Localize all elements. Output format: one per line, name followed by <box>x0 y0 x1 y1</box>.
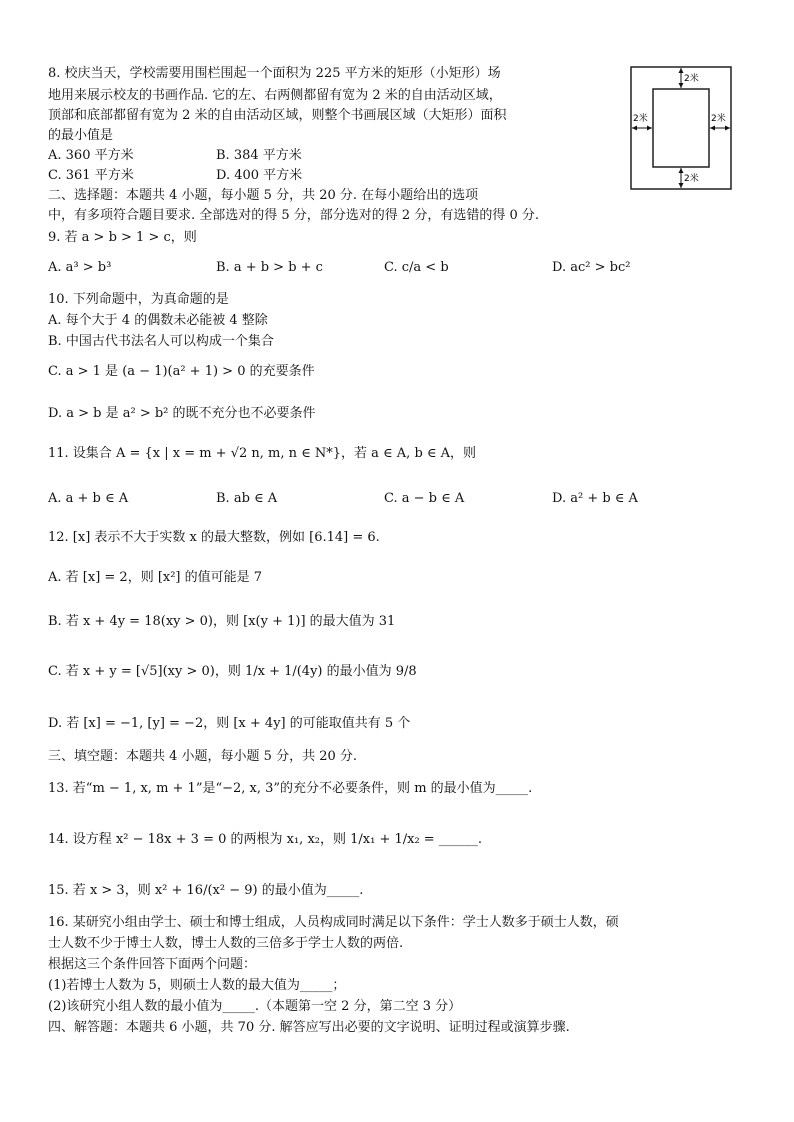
q11-option-b: B. ab ∈ A <box>216 491 278 506</box>
q8-stem-line-3: 顶部和底部都留有宽为 2 米的自由活动区域，则整个书画展区域（大矩形）面积 <box>48 108 507 123</box>
q13-text: 13. 若“m − 1, x, m + 1”是“−2, x, 3”的充分不必要条件，则 m 的最小值为_____. <box>48 781 533 796</box>
section4-heading: 四、解答题：本题共 6 小题，共 70 分. 解答应写出必要的文字说明、证明过程或演算步骤. <box>48 1020 570 1035</box>
q11-option-a: A. a + b ∈ A <box>48 491 129 506</box>
q14-text: 14. 设方程 x² − 18x + 3 = 0 的两根为 x₁, x₂，则 1/x₁ + 1/x₂ = ______. <box>48 832 482 847</box>
q16-line-2: 士人数不少于博士人数，博士人数的三倍多于学士人数的两倍. <box>48 936 404 951</box>
q11-option-d: D. a² + b ∈ A <box>552 491 638 506</box>
q15-text: 15. 若 x > 3，则 x² + 16/(x² − 9) 的最小值为_____. <box>48 883 364 898</box>
q11-stem: 11. 设集合 A = {x | x = m + √2 n, m, n ∈ N*}，若 a ∈ A, b ∈ A，则 <box>48 446 477 461</box>
section3-heading: 三、填空题：本题共 4 小题，每小题 5 分，共 20 分. <box>48 749 358 764</box>
q12-option-a: A. 若 [x] = 2，则 [x²] 的值可能是 7 <box>48 570 263 585</box>
q9-option-c: C. c/a < b <box>384 260 449 275</box>
section2-heading-line-1: 二、选择题：本题共 4 小题，每小题 5 分，共 20 分. 在每小题给出的选项 <box>48 188 479 203</box>
q9-option-b: B. a + b > b + c <box>216 260 323 275</box>
q8-option-c: C. 361 平方米 <box>48 168 134 183</box>
q8-rectangle-figure <box>630 66 732 190</box>
q8-option-b: B. 384 平方米 <box>216 148 302 163</box>
top-width-label: 2米 <box>684 74 699 84</box>
q10-option-d: D. a > b 是 a² > b² 的既不充分也不必要条件 <box>48 406 316 421</box>
q9-option-d: D. ac² > bc² <box>552 260 631 275</box>
q8-stem-line-4: 的最小值是 <box>48 128 114 143</box>
q9-option-a: A. a³ > b³ <box>48 260 112 275</box>
q16-line-5: (2)该研究小组人数的最小值为_____.（本题第一空 2 分，第二空 3 分） <box>48 999 462 1014</box>
q16-line-1: 16. 某研究小组由学士、硕士和博士组成，人员构成同时满足以下条件：学士人数多于硕士人数，硕 <box>48 915 619 930</box>
q8-option-a: A. 360 平方米 <box>48 148 134 163</box>
q8-stem-line-2: 地用来展示校友的书画作品. 它的左、右两侧都留有宽为 2 米的自由活动区域， <box>48 88 502 103</box>
q12-option-d: D. 若 [x] = −1, [y] = −2，则 [x + 4y] 的可能取值共有 5 个 <box>48 716 411 731</box>
right-width-label: 2米 <box>711 114 726 124</box>
q8-stem-line-1: 8. 校庆当天，学校需要用围栏围起一个面积为 225 平方米的矩形（小矩形）场 <box>48 66 501 81</box>
q16-line-4: (1)若博士人数为 5，则硕士人数的最大值为_____； <box>48 978 346 993</box>
q9-stem: 9. 若 a > b > 1 > c，则 <box>48 230 197 245</box>
q10-stem: 10. 下列命题中，为真命题的是 <box>48 292 229 307</box>
q11-option-c: C. a − b ∈ A <box>384 491 465 506</box>
q10-option-c: C. a > 1 是 (a − 1)(a² + 1) > 0 的充要条件 <box>48 364 315 379</box>
bottom-width-label: 2米 <box>684 174 699 184</box>
section2-heading-line-2: 中，有多项符合题目要求. 全部选对的得 5 分，部分选对的得 2 分，有选错的得 0 分. <box>48 208 540 223</box>
q12-stem: 12. [x] 表示不大于实数 x 的最大整数，例如 [6.14] = 6. <box>48 530 380 545</box>
q16-line-3: 根据这三个条件回答下面两个问题： <box>48 957 257 972</box>
q10-option-a: A. 每个大于 4 的偶数未必能被 4 整除 <box>48 313 268 328</box>
inner-rectangle <box>653 89 709 167</box>
q8-option-d: D. 400 平方米 <box>216 168 303 183</box>
q10-option-b: B. 中国古代书法名人可以构成一个集合 <box>48 334 274 349</box>
q12-option-b: B. 若 x + 4y = 18(xy > 0)，则 [x(y + 1)] 的最大值为 31 <box>48 614 396 629</box>
left-width-label: 2米 <box>633 114 648 124</box>
q12-option-c: C. 若 x + y = [√5](xy > 0)，则 1/x + 1/(4y) 的最小值为 9/8 <box>48 664 417 679</box>
